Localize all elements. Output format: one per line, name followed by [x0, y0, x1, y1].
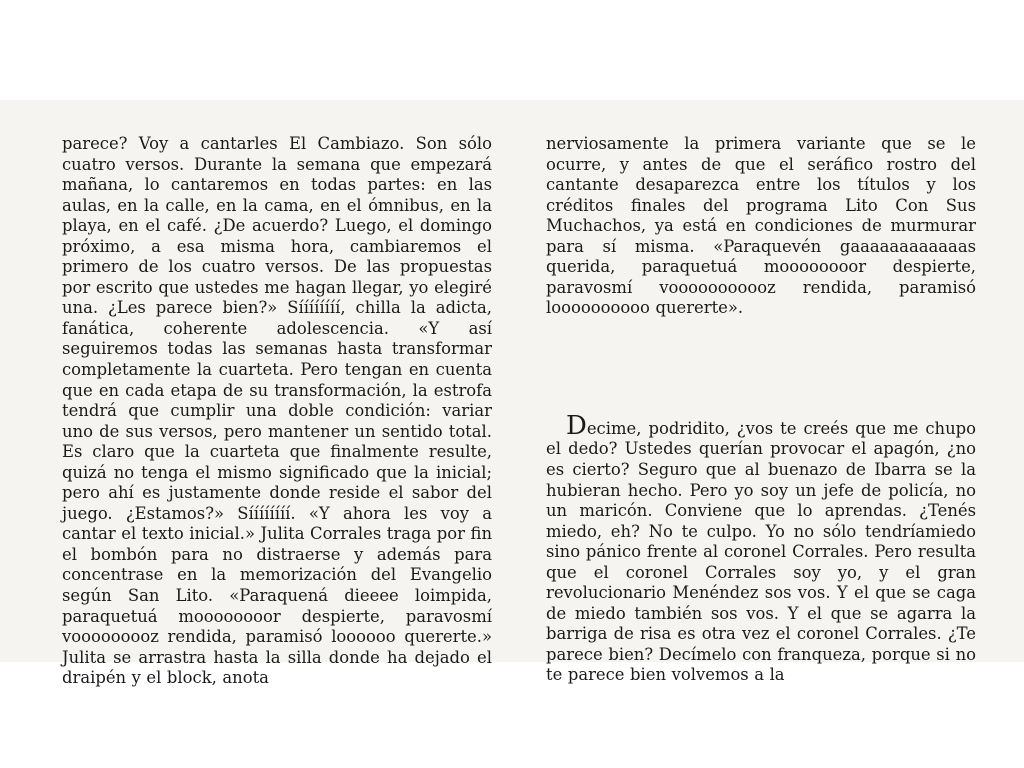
paragraph-initial-capital: D	[566, 410, 587, 441]
page-paper	[0, 100, 1024, 688]
paragraph-body-text: ecime, podridito, ¿vos te creés que me chupo el dedo? Ustedes querían provocar el apagón, ¿no es cierto? Seguro que al buenazo de Ibarra se la hubieran hecho. Pero yo soy un jefe de policía, no un maricón. Conviene que lo aprendas. ¿Tenés miedo, eh? No te culpo. Yo no sólo tendríamiedo sino pánico frente al coronel Corrales. Pero resulta que el coronel Corrales soy yo, y el gran revolucionario Menéndez sos vos. Y el que se caga de miedo también sos vos. Y el que se agarra la barriga de risa es otra vez el coronel Corrales. ¿Te parece bien? Decímelo con franqueza, porque si no te parece bien volvemos a la	[546, 418, 976, 685]
left-text-column	[62, 134, 492, 689]
right-column-paragraph-1: nerviosamente la primera variante que se le ocurre, y antes de que el seráfico rostro del cantante desaparezca entre los títulos y los créditos finales del programa Lito Con Sus Muchachos, ya está en condiciones de murmurar para sí misma. «Paraquevén gaaaaaaaaaaaas querida, paraquetuá moooooooor despierte, paravosmí vooooooooooz rendida, paramisó loooooooooo quererte».	[546, 134, 976, 318]
left-column-paragraph: parece? Voy a cantarles El Cambiazo. Son sólo cuatro versos. Durante la semana que empezará mañana, lo cantaremos en todas partes: en las aulas, en la calle, en la cama, en el ómnibus, en la playa, en el café. ¿De acuerdo? Luego, el domingo próximo, a esa misma hora, cambiaremos el primero de los cuatro versos. De las propuestas por escrito que ustedes me hagan llegar, yo elegiré una. ¿Les parece bien?» Síííííííí, chilla la adicta, fanática, coherente adolescencia. «Y así seguiremos todas las semanas hasta transformar completamente la cuarteta. Pero tengan en cuenta que en cada etapa de su transformación, la estrofa tendrá que cumplir una doble condición: variar uno de sus versos, pero mantener un sentido total. Es claro que la cuarteta que finalmente resulte, quizá no tenga el mismo significado que la inicial; pero ahí es justamente donde reside el sabor del juego. ¿Estamos?» Síííííííí. «Y ahora les voy a cantar el texto inicial.» Julita Corrales traga por fin el bombón para no distraerse y además para concentrase en la memorización del Evangelio según San Lito. «Paraquená dieeee loimpida, paraquetuá moooooooor despierte, paravosmí vooooooooz rendida, paramisó loooooo quererte.» Julita se arrastra hasta la silla donde ha dejado el draipén y el block, anota	[62, 134, 492, 688]
right-column-paragraph-2	[546, 410, 976, 686]
right-text-column	[546, 134, 976, 686]
